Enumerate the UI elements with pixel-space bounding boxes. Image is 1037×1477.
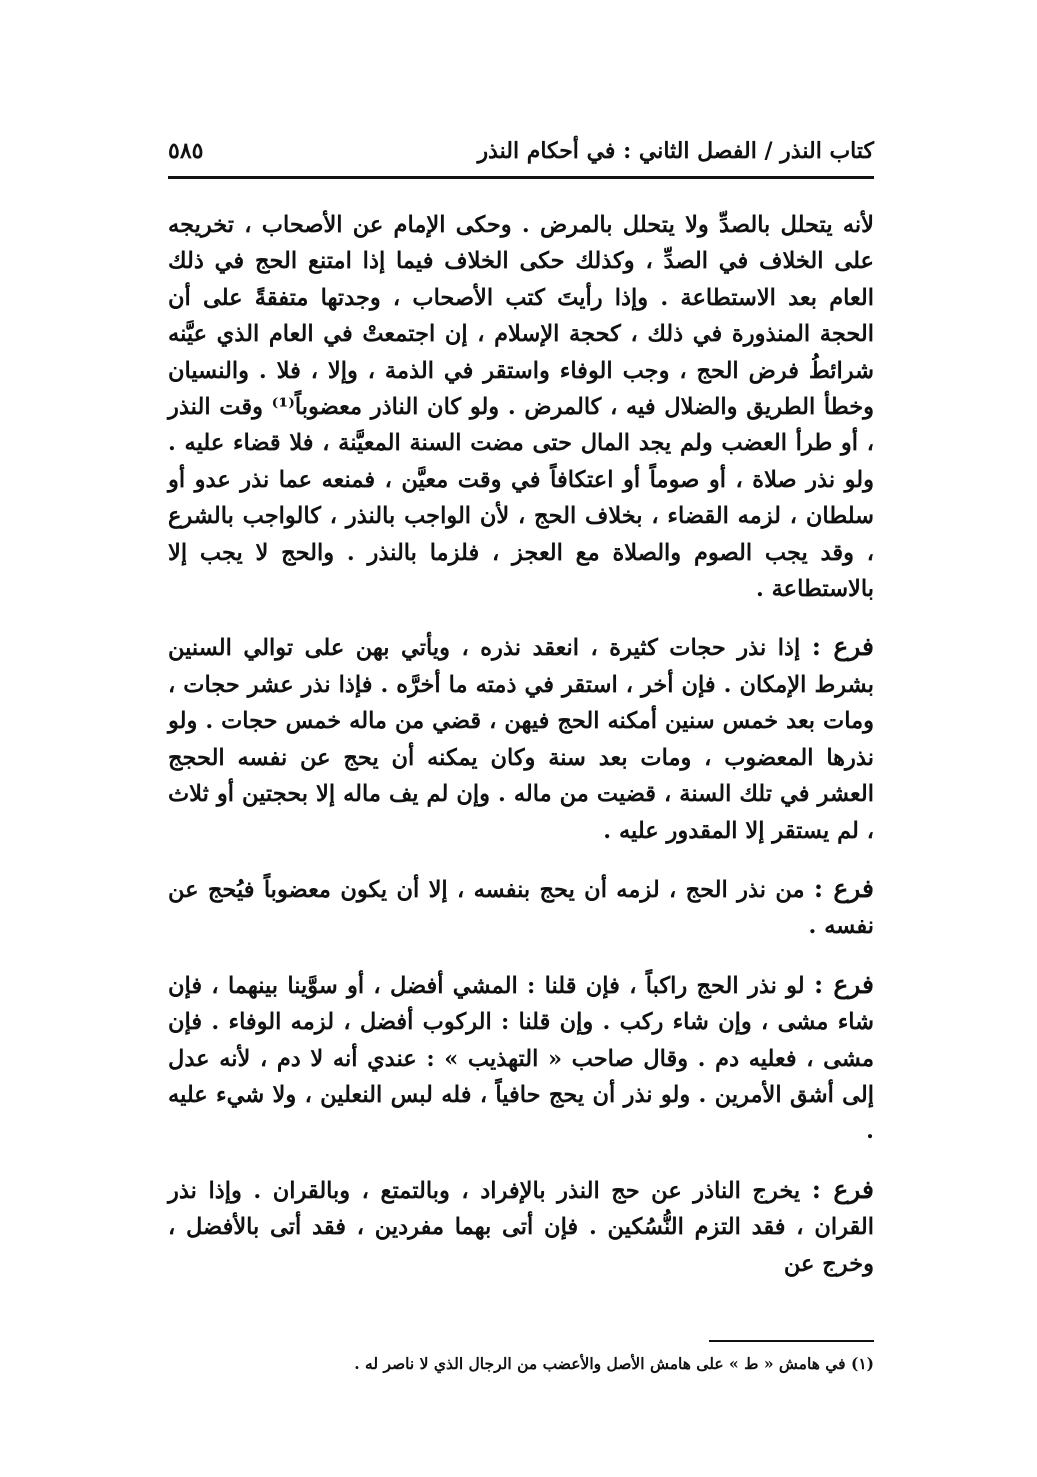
page — [168, 138, 874, 1376]
page-number: ٥٨٥ — [168, 138, 204, 164]
paragraph-text: يخرج الناذر عن حج النذر بالإفراد ، وبالتمتع ، وبالقران . وإذا نذر القران ، فقد التزم النُّسُكين . فإن أتى بهما مفردين ، فقد أتى بالأفضل ، وخرج عن — [168, 1177, 874, 1277]
footnote-rule — [709, 1340, 874, 1342]
paragraph-text: لو نذر الحج راكباً ، فإن قلنا : المشي أفضل ، أو سوَّينا بينهما ، فإن شاء مشى ، وإن شاء ركب . وإن قلنا : الركوب أفضل ، لزمه الوفاء . فإن مشى ، فعليه دم . وقال صاحب « التهذيب » : عندي أنه لا دم ، لأنه عدل إلى أشق الأمرين . ولو نذر أن يحج حافياً ، فله لبس النعلين ، ولا شيء عليه . — [168, 972, 874, 1145]
paragraph — [168, 207, 874, 607]
paragraph-text: من نذر الحج ، لزمه أن يحج بنفسه ، إلا أن يكون معضوباً فيُحج عن نفسه . — [168, 876, 874, 940]
header-title: كتاب النذر / الفصل الثاني : في أحكام النذر — [477, 138, 874, 164]
header-rule — [168, 176, 874, 179]
paragraph — [168, 871, 874, 945]
far-label: فرع : — [811, 1174, 874, 1204]
far-label: فرع : — [813, 873, 875, 903]
far-label: فرع : — [813, 969, 875, 999]
paragraph-text: لأنه يتحلل بالصدِّ ولا يتحلل بالمرض . وحكى الإمام عن الأصحاب ، تخريجه على الخلاف في الصدِّ ، وكذلك حكى الخلاف فيما إذا امتنع الحج في ذلك العام بعد الاستطاعة . وإذا رأيتَ كتب الأصحاب ، وجدتها متفقةً على أن الحجة المنذورة في ذلك ، كحجة الإسلام ، إن اجتمعتْ في العام الذي عيَّنه شرائطُ فرض الحج ، وجب الوفاء واستقر في الذمة ، وإلا ، فلا . والنسيان وخطأ الطريق والضلال فيه ، كالمرض . ولو كان الناذر معضوباً⁽¹⁾ وقت النذر ، أو طرأ العضب ولم يجد المال حتى مضت السنة المعيَّنة ، فلا قضاء عليه . ولو نذر صلاة ، أو صوماً أو اعتكافاً في وقت معيَّن ، فمنعه عما نذر عدو أو سلطان ، لزمه القضاء ، بخلاف الحج ، لأن الواجب بالنذر ، كالواجب بالشرع ، وقد يجب الصوم والصلاة مع العجز ، فلزما بالنذر . والحج لا يجب إلا بالاستطاعة . — [168, 212, 874, 603]
footnote: (١) في هامش « ط » على هامش الأصل والأعضب من الرجال الذي لا ناصر له . — [354, 1353, 874, 1373]
paragraph — [168, 1172, 874, 1282]
paragraph — [168, 967, 874, 1150]
far-label: فرع : — [811, 632, 874, 662]
paragraph — [168, 629, 874, 848]
paragraph-text: إذا نذر حجات كثيرة ، انعقد نذره ، ويأتي بهن على توالي السنين بشرط الإمكان . فإن أخر ، استقر في ذمته ما أخرَّه . فإذا نذر عشر حجات ، ومات بعد خمس سنين أمكنه الحج فيهن ، قضي من ماله خمس حجات . ولو نذرها المعضوب ، ومات بعد سنة وكان يمكنه أن يحج عن نفسه الحجج العشر في تلك السنة ، قضيت من ماله . وإن لم يف ماله إلا بحجتين أو ثلاث ، لم يستقر إلا المقدور عليه . — [168, 635, 874, 844]
running-header — [168, 138, 874, 174]
body-text — [168, 207, 874, 1282]
